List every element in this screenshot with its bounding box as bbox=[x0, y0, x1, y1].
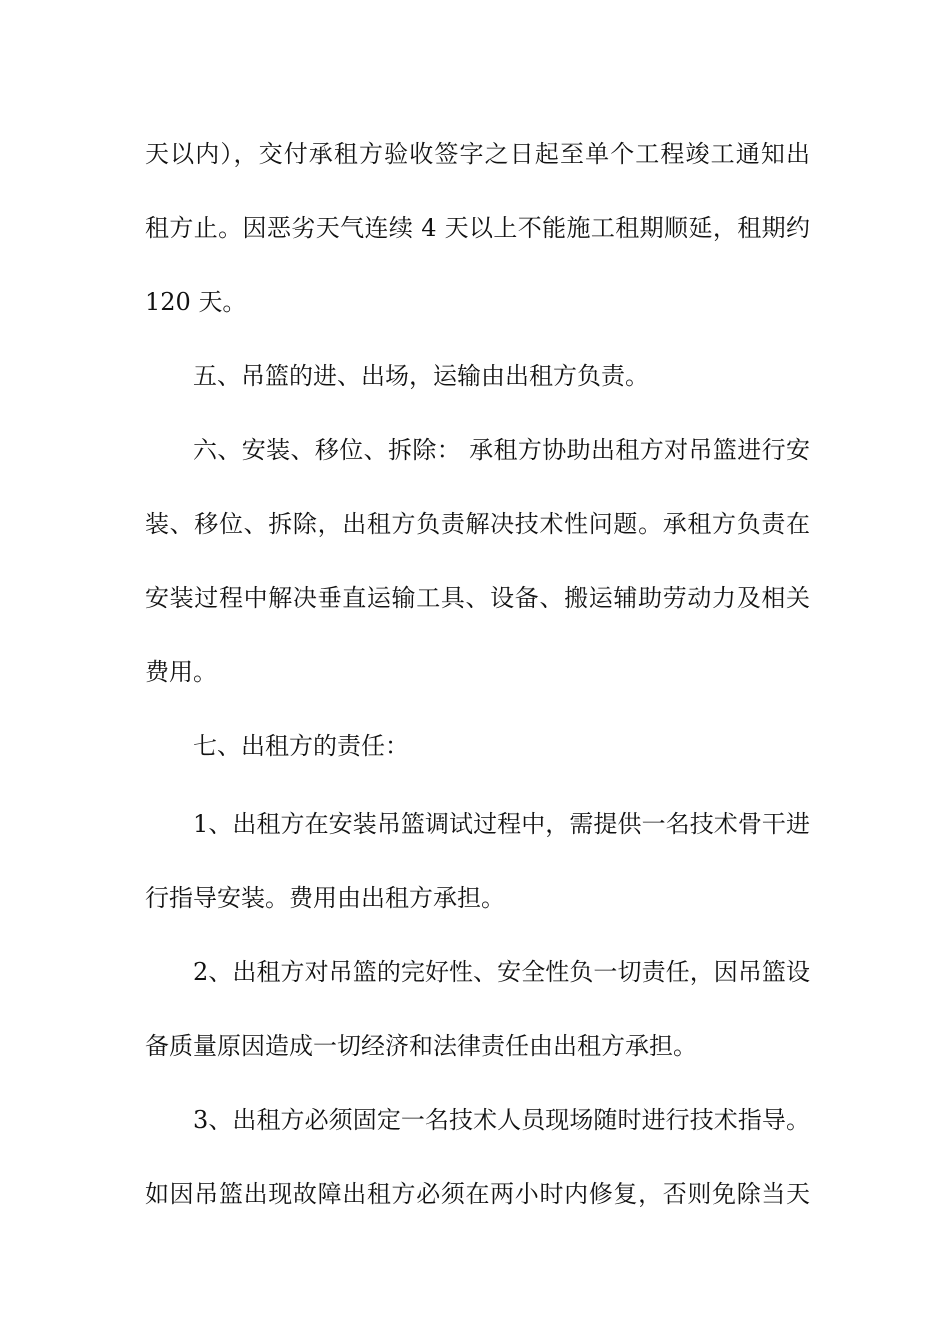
item-1-line-1: 1、出租方在安装吊篮调试过程中，需提供一名技术骨干进 bbox=[193, 810, 810, 838]
text-line-3: 120 天。 bbox=[145, 288, 247, 316]
section-7-heading: 七、出租方的责任： bbox=[193, 732, 409, 760]
item-2-line-2: 备质量原因造成一切经济和法律责任由出租方承担。 bbox=[145, 1032, 697, 1060]
section-6-line-1: 六、安装、移位、拆除： 承租方协助出租方对吊篮进行安 bbox=[193, 436, 810, 464]
text-line-1: 天以内），交付承租方验收签字之日起至单个工程竣工通知出 bbox=[145, 140, 810, 168]
item-3-line-1: 3、出租方必须固定一名技术人员现场随时进行技术指导。 bbox=[193, 1106, 810, 1134]
section-6-line-4: 费用。 bbox=[145, 658, 217, 686]
section-6-line-2: 装、移位、拆除，出租方负责解决技术性问题。承租方负责在 bbox=[145, 510, 810, 538]
item-2-line-1: 2、出租方对吊篮的完好性、安全性负一切责任，因吊篮设 bbox=[193, 958, 810, 986]
section-6-line-3: 安装过程中解决垂直运输工具、设备、搬运辅助劳动力及相关 bbox=[145, 584, 810, 612]
item-3-line-2: 如因吊篮出现故障出租方必须在两小时内修复，否则免除当天 bbox=[145, 1180, 810, 1208]
section-5-line-1: 五、吊篮的进、出场，运输由出租方负责。 bbox=[193, 362, 649, 390]
text-line-2: 租方止。因恶劣天气连续 4 天以上不能施工租期顺延，租期约 bbox=[145, 214, 810, 242]
item-1-line-2: 行指导安装。费用由出租方承担。 bbox=[145, 884, 505, 912]
